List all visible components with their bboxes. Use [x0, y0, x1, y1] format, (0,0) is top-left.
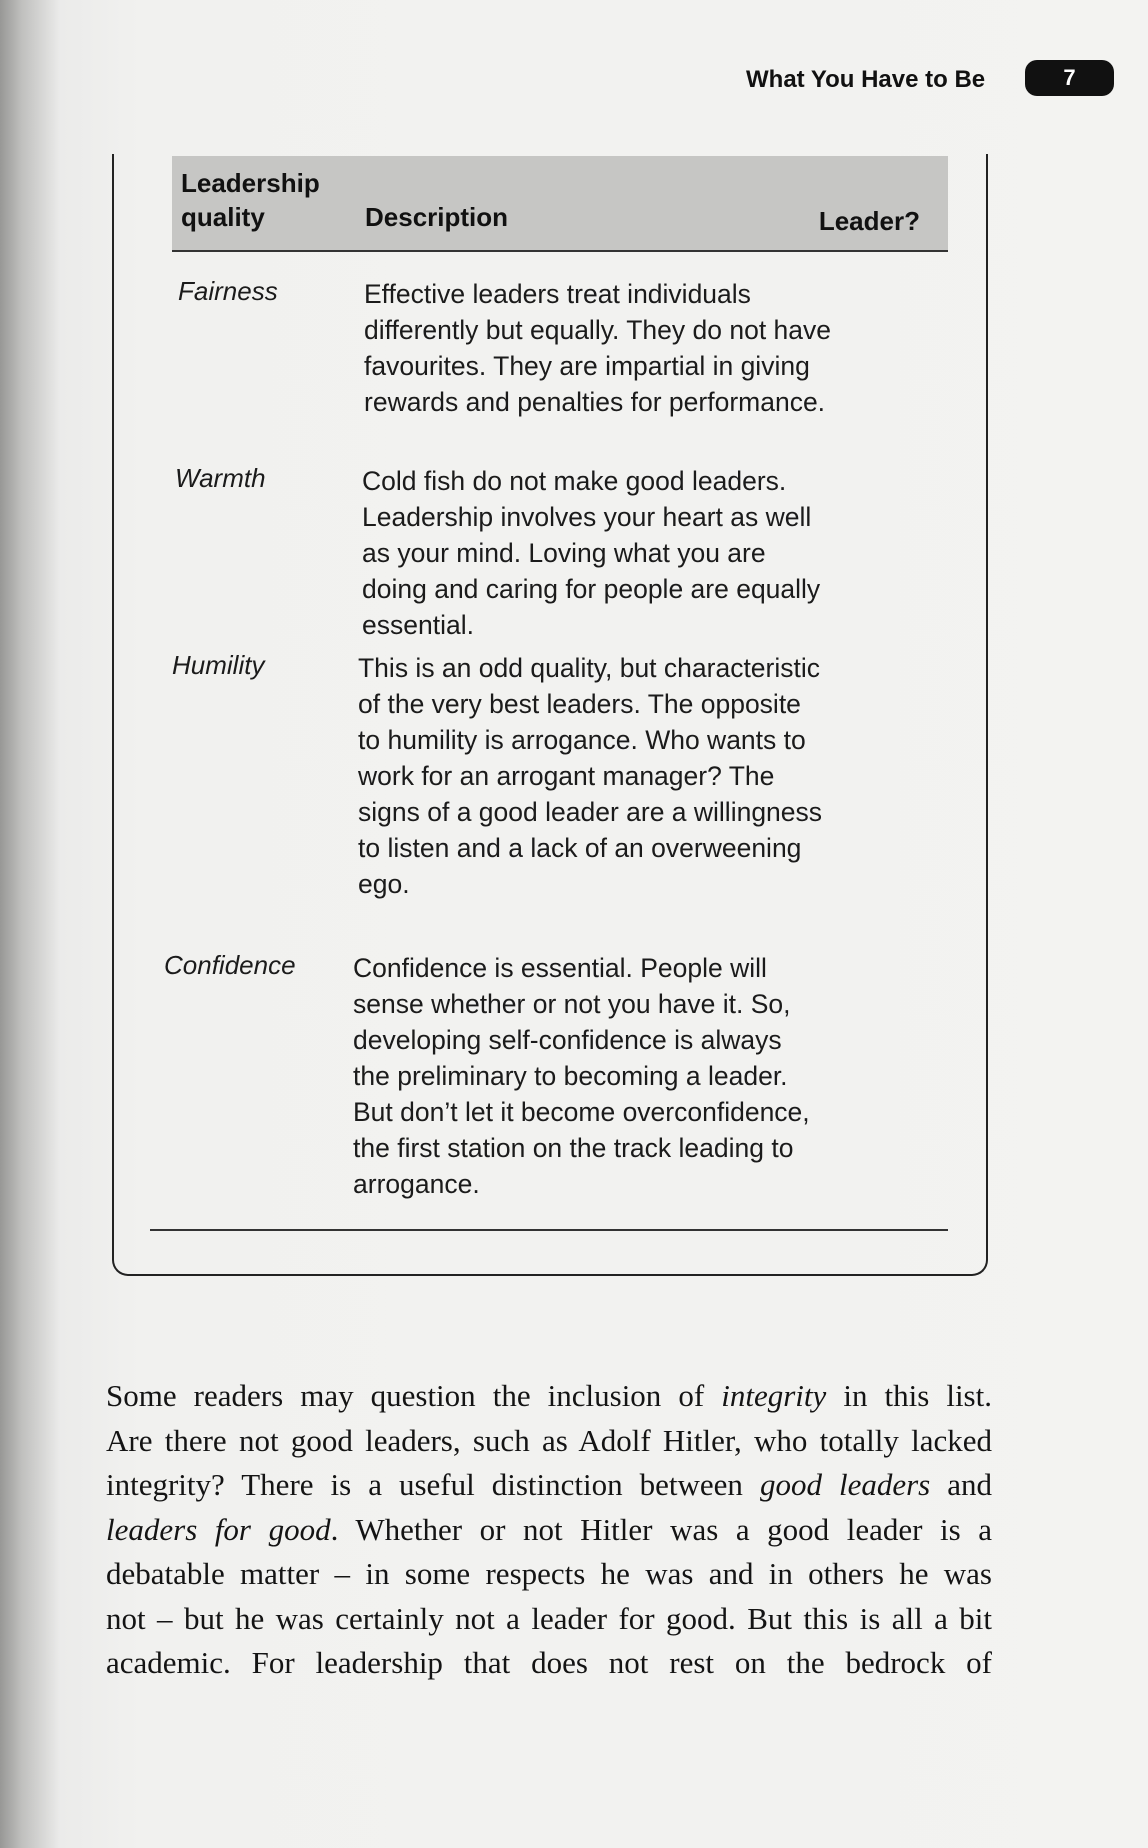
table-row-description: Confidence is essential. People will sense whether or not you have it. So, developing self-confidence is always the preliminary to becoming a leader. But don’t let it become overconfidence, the first station on the track leading to arrogance. [353, 953, 810, 1199]
emphasis-text: integrity [721, 1378, 827, 1413]
running-head: What You Have to Be [746, 66, 986, 93]
column-header-description: Description [365, 202, 509, 232]
body-line: academic. For leadership that does not rest on the bedrock of [106, 1645, 992, 1680]
table-row-description: This is an odd quality, but characteristic of the very best leaders. The opposite to humility is arrogance. Who wants to work for an arrogant manager? The signs of a good leader are a willingness to listen and a lack of an overweening ego. [358, 653, 823, 899]
column-header-leader: Leader? [818, 206, 920, 236]
page-gutter-shadow [0, 0, 60, 1848]
body-line: Are there not good leaders, such as Adolf Hitler, who totally lacked [106, 1422, 992, 1458]
emphasis-text: leaders for good [106, 1511, 331, 1547]
body-paragraph [106, 1374, 992, 1686]
table-header [172, 156, 948, 252]
table-row-quality: Humility [172, 650, 265, 680]
table-bottom-rule [150, 1229, 948, 1231]
table-row-quality: Warmth [175, 463, 266, 493]
body-line: not – but he was certainly not a leader for good. But this is all a bit [106, 1600, 992, 1636]
emphasis-text: good leaders [759, 1467, 931, 1502]
table-row-description: Effective leaders treat individuals differently but equally. They do not have favourites. They are impartial in giving rewards and penalties for performance. [364, 279, 832, 417]
body-line: leaders for good. Whether or not Hitler was a good leader is a [106, 1511, 992, 1547]
body-line: Some readers may question the inclusion of integrity in this list. [106, 1378, 992, 1413]
page-number-badge: 7 [1025, 60, 1114, 96]
column-header-quality: Leadership quality [181, 168, 320, 232]
table-row-quality: Fairness [178, 276, 278, 306]
table-row-description: Cold fish do not make good leaders. Leadership involves your heart as well as your mind. Loving what you are doing and caring for people are equally essential. [362, 466, 821, 640]
body-line: integrity? There is a useful distinction between good leaders and [106, 1467, 993, 1502]
table-row-quality: Confidence [164, 950, 296, 980]
body-line: debatable matter – in some respects he was and in others he was [106, 1556, 992, 1591]
